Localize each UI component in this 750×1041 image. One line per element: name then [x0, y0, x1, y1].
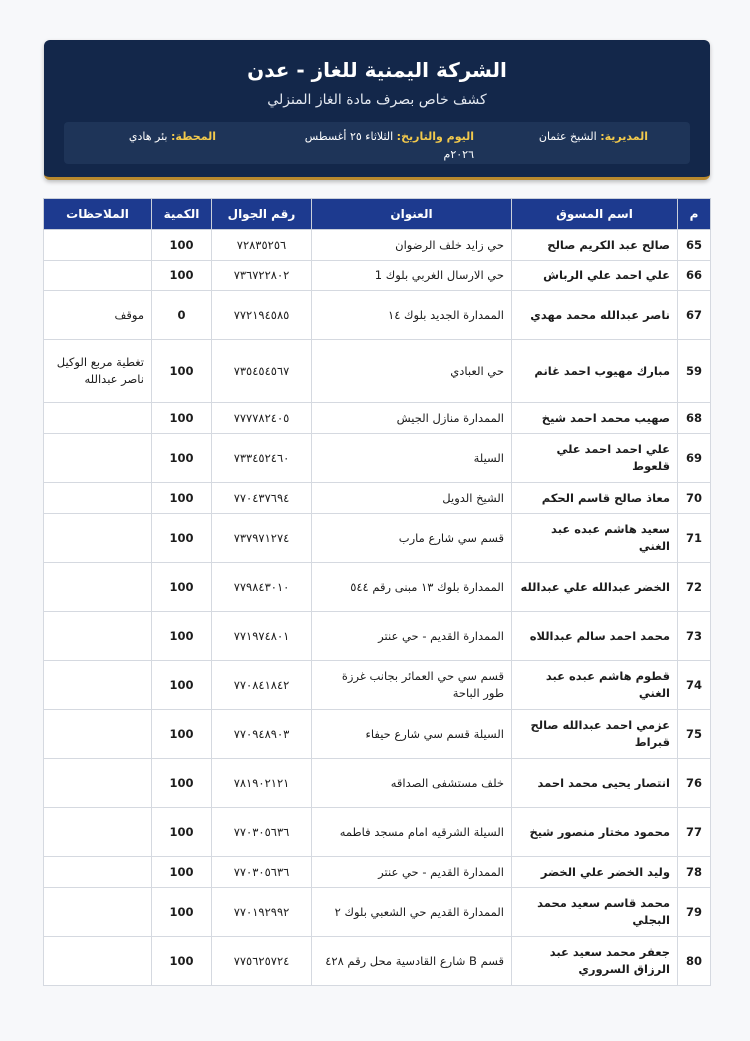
cell-num: 73	[678, 612, 711, 661]
cell-phone: ٧٧٠٩٤٨٩٠٣	[212, 710, 312, 759]
cell-notes	[44, 857, 152, 888]
cell-notes	[44, 483, 152, 514]
cell-phone: ٧٧٧٧٨٢٤٠٥	[212, 403, 312, 434]
cell-address: الممدارة القديم - حي عنتر	[312, 857, 512, 888]
cell-phone: ٧٧٠٣٠٥٦٣٦	[212, 857, 312, 888]
table-row	[44, 483, 711, 514]
cell-name: جعفر محمد سعيد عبد الرزاق السروري	[512, 937, 678, 986]
cell-name: قطوم هاشم عبده عبد الغني	[512, 661, 678, 710]
directorate-info	[498, 128, 648, 146]
date-label: اليوم والتاريخ:	[396, 130, 474, 143]
cell-notes	[44, 710, 152, 759]
col-header-address: العنوان	[312, 199, 512, 230]
cell-num: 79	[678, 888, 711, 937]
col-header-phone: رقم الجوال	[212, 199, 312, 230]
cell-qty: 100	[152, 261, 212, 291]
cell-qty: 100	[152, 514, 212, 563]
cell-address: الممدارة القديم - حي عنتر	[312, 612, 512, 661]
cell-qty: 100	[152, 230, 212, 261]
cell-phone: ٧٧٠١٩٢٩٩٢	[212, 888, 312, 937]
cell-phone: ٧٣٣٤٥٢٤٦٠	[212, 434, 312, 483]
table-header-row	[44, 199, 711, 230]
cell-address: قسم سي حي العمائر بجانب غرزة طور الباحة	[312, 661, 512, 710]
station-info	[76, 128, 216, 146]
cell-address: السيلة قسم سي شارع حيفاء	[312, 710, 512, 759]
station-value: بئر هادي	[128, 130, 168, 143]
cell-address: حي الارسال الغربي بلوك 1	[312, 261, 512, 291]
directorate-label: المديرية:	[600, 130, 648, 143]
cell-notes	[44, 888, 152, 937]
table-row	[44, 710, 711, 759]
cell-phone: ٧٣٥٤٥٤٥٦٧	[212, 340, 312, 403]
cell-name: علي احمد احمد علي قلعوط	[512, 434, 678, 483]
cell-phone: ٧٢٨٣٥٢٥٦	[212, 230, 312, 261]
cell-notes	[44, 808, 152, 857]
cell-num: 74	[678, 661, 711, 710]
cell-notes	[44, 937, 152, 986]
cell-num: 75	[678, 710, 711, 759]
cell-name: صالح عبد الكريم صالح	[512, 230, 678, 261]
table-row	[44, 340, 711, 403]
cell-phone: ٧٧٥٦٢٥٧٢٤	[212, 937, 312, 986]
cell-name: صهيب محمد احمد شيخ	[512, 403, 678, 434]
cell-num: 78	[678, 857, 711, 888]
cell-address: الممدارة بلوك ١٣ مبنى رقم ٥٤٤	[312, 563, 512, 612]
table-row	[44, 230, 711, 261]
cell-num: 68	[678, 403, 711, 434]
cell-notes	[44, 261, 152, 291]
cell-num: 59	[678, 340, 711, 403]
cell-address: قسم B شارع القادسية محل رقم ٤٢٨	[312, 937, 512, 986]
cell-notes	[44, 612, 152, 661]
cell-qty: 100	[152, 340, 212, 403]
cell-name: سعيد هاشم عبده عبد الغني	[512, 514, 678, 563]
table-row	[44, 514, 711, 563]
table-row	[44, 612, 711, 661]
cell-qty: 100	[152, 937, 212, 986]
cell-qty: 100	[152, 857, 212, 888]
table-row	[44, 403, 711, 434]
cell-address: السيلة	[312, 434, 512, 483]
cell-name: الخضر عبدالله علي عبدالله	[512, 563, 678, 612]
cell-notes	[44, 759, 152, 808]
cell-address: خلف مستشفى الصداقه	[312, 759, 512, 808]
report-subtitle: كشف خاص بصرف مادة الغاز المنزلي	[267, 92, 487, 108]
cell-address: حي العبادي	[312, 340, 512, 403]
cell-name: عزمي احمد عبدالله صالح قبراط	[512, 710, 678, 759]
info-bar	[64, 122, 690, 164]
cell-qty: 100	[152, 710, 212, 759]
cell-phone: ٧٣٦٧٢٢٨٠٢	[212, 261, 312, 291]
cell-num: 72	[678, 563, 711, 612]
cell-phone: ٧٧١٩٧٤٨٠١	[212, 612, 312, 661]
col-header-notes: الملاحظات	[44, 199, 152, 230]
cell-phone: ٧٣٧٩٧١٢٧٤	[212, 514, 312, 563]
col-header-qty: الكمية	[152, 199, 212, 230]
table-row	[44, 937, 711, 986]
cell-num: 77	[678, 808, 711, 857]
directorate-value: الشيخ عثمان	[538, 130, 597, 143]
cell-qty: 100	[152, 759, 212, 808]
cell-address: الشيخ الدويل	[312, 483, 512, 514]
cell-num: 65	[678, 230, 711, 261]
cell-notes	[44, 403, 152, 434]
cell-notes	[44, 661, 152, 710]
cell-num: 76	[678, 759, 711, 808]
cell-name: محمود مختار منصور شيخ	[512, 808, 678, 857]
table-row	[44, 563, 711, 612]
cell-name: محمد قاسم سعيد محمد البجلي	[512, 888, 678, 937]
station-label: المحطة:	[171, 130, 216, 143]
table-row	[44, 434, 711, 483]
cell-notes	[44, 434, 152, 483]
cell-notes: موقف	[44, 291, 152, 340]
distribution-table	[43, 198, 711, 986]
cell-address: الممدارة منازل الجيش	[312, 403, 512, 434]
cell-address: حي زايد خلف الرضوان	[312, 230, 512, 261]
cell-qty: 100	[152, 612, 212, 661]
cell-name: ناصر عبدالله محمد مهدي	[512, 291, 678, 340]
cell-qty: 100	[152, 808, 212, 857]
cell-name: محمد احمد سالم عبداللاه	[512, 612, 678, 661]
cell-name: انتصار يحيى محمد احمد	[512, 759, 678, 808]
cell-notes	[44, 514, 152, 563]
cell-qty: 100	[152, 661, 212, 710]
cell-name: وليد الخضر علي الخضر	[512, 857, 678, 888]
table-row	[44, 291, 711, 340]
cell-num: 80	[678, 937, 711, 986]
cell-address: الممدارة القديم حي الشعبي بلوك ٢	[312, 888, 512, 937]
table-row	[44, 661, 711, 710]
cell-name: علي احمد علي الرباش	[512, 261, 678, 291]
company-title: الشركة اليمنية للغاز - عدن	[247, 58, 507, 82]
report-header	[44, 40, 710, 180]
date-info	[274, 128, 474, 164]
cell-name: مبارك مهيوب احمد غانم	[512, 340, 678, 403]
cell-phone: ٧٧٠٤٣٧٦٩٤	[212, 483, 312, 514]
cell-address: قسم سي شارع مارب	[312, 514, 512, 563]
col-header-num: م	[678, 199, 711, 230]
table-row	[44, 857, 711, 888]
cell-qty: 100	[152, 888, 212, 937]
cell-qty: 100	[152, 434, 212, 483]
table-row	[44, 888, 711, 937]
cell-phone: ٧٧٢١٩٤٥٨٥	[212, 291, 312, 340]
cell-phone: ٧٨١٩٠٢١٢١	[212, 759, 312, 808]
cell-num: 70	[678, 483, 711, 514]
cell-phone: ٧٧٠٨٤١٨٤٢	[212, 661, 312, 710]
cell-notes: تغطية مربع الوكيل ناصر عبدالله	[44, 340, 152, 403]
table-row	[44, 808, 711, 857]
cell-num: 69	[678, 434, 711, 483]
cell-qty: 100	[152, 483, 212, 514]
cell-notes	[44, 230, 152, 261]
cell-num: 67	[678, 291, 711, 340]
cell-phone: ٧٧٩٨٤٣٠١٠	[212, 563, 312, 612]
cell-address: الممدارة الجديد بلوك ١٤	[312, 291, 512, 340]
cell-phone: ٧٧٠٣٠٥٦٣٦	[212, 808, 312, 857]
col-header-name: اسم المسوق	[512, 199, 678, 230]
table-row	[44, 261, 711, 291]
cell-num: 71	[678, 514, 711, 563]
cell-qty: 0	[152, 291, 212, 340]
date-value: الثلاثاء ٢٥ أغسطس ٢٠٢٦م	[304, 130, 474, 161]
cell-num: 66	[678, 261, 711, 291]
cell-qty: 100	[152, 403, 212, 434]
cell-notes	[44, 563, 152, 612]
table-row	[44, 759, 711, 808]
cell-qty: 100	[152, 563, 212, 612]
cell-address: السيلة الشرقيه امام مسجد فاطمه	[312, 808, 512, 857]
cell-name: معاذ صالح قاسم الحكم	[512, 483, 678, 514]
